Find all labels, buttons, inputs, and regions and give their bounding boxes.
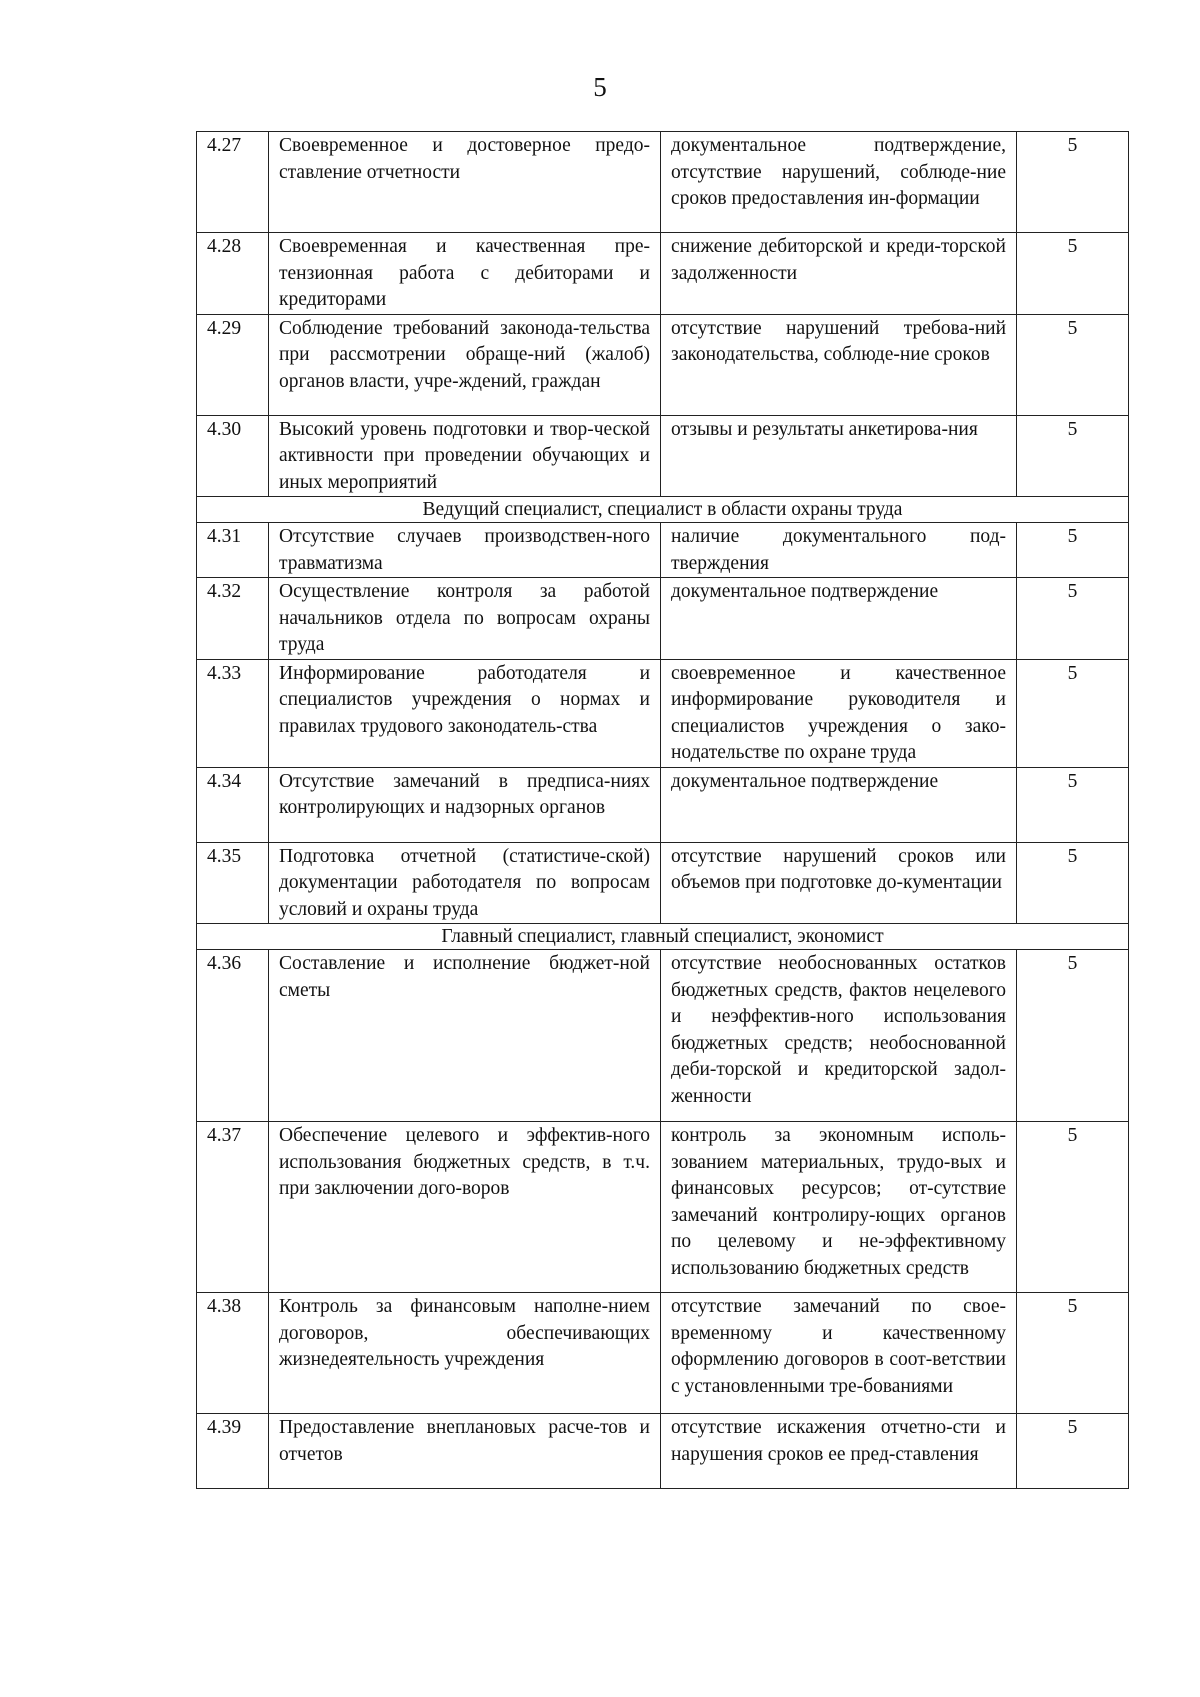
score-cell: 5 <box>1017 1122 1129 1293</box>
measure-cell: контроль за экономным исполь-зованием материальных, трудо-вых и финансовых ресурсов; от-сутствие замечаний контролиру-ющих органов по целевому и не-эффективному использованию бюджетных средств <box>661 1122 1017 1293</box>
criterion-cell: Контроль за финансовым наполне-нием договоров, обеспечивающих жизнедеятельность учреждения <box>269 1293 661 1414</box>
criterion-cell: Отсутствие замечаний в предписа-ниях контролирующих и надзорных органов <box>269 767 661 842</box>
row-number: 4.33 <box>197 659 269 767</box>
section-title: Главный специалист, главный специалист, экономист <box>197 924 1129 950</box>
table-row <box>197 767 1129 842</box>
score-cell: 5 <box>1017 578 1129 660</box>
page-number: 5 <box>593 72 607 102</box>
section-header-row <box>197 924 1129 950</box>
score-cell: 5 <box>1017 767 1129 842</box>
table-row <box>197 415 1129 497</box>
measure-cell: снижение дебиторской и креди-торской задолженности <box>661 233 1017 315</box>
measure-cell: своевременное и качественное информирование руководителя и специалистов учреждения о зако-нодательстве по охране труда <box>661 659 1017 767</box>
criteria-table-body <box>197 132 1129 1489</box>
row-number: 4.27 <box>197 132 269 233</box>
table-row <box>197 578 1129 660</box>
section-header-row <box>197 497 1129 523</box>
table-row <box>197 1293 1129 1414</box>
measure-cell: отсутствие искажения отчетно-сти и нарушения сроков ее пред-ставления <box>661 1414 1017 1489</box>
score-cell: 5 <box>1017 1293 1129 1414</box>
table-row <box>197 842 1129 924</box>
criterion-cell: Подготовка отчетной (статистиче-ской) документации работодателя по вопросам условий и охраны труда <box>269 842 661 924</box>
criterion-cell: Предоставление внеплановых расче-тов и отчетов <box>269 1414 661 1489</box>
criteria-table <box>196 131 1129 1489</box>
table-row <box>197 950 1129 1122</box>
measure-cell: отсутствие нарушений сроков или объемов при подготовке до-кументации <box>661 842 1017 924</box>
measure-cell: документальное подтверждение <box>661 767 1017 842</box>
measure-cell: наличие документального под-тверждения <box>661 523 1017 578</box>
score-cell: 5 <box>1017 523 1129 578</box>
criterion-cell: Своевременное и достоверное предо-ставление отчетности <box>269 132 661 233</box>
row-number: 4.38 <box>197 1293 269 1414</box>
row-number: 4.37 <box>197 1122 269 1293</box>
table-row <box>197 1414 1129 1489</box>
row-number: 4.34 <box>197 767 269 842</box>
measure-cell: документальное подтверждение, отсутствие нарушений, соблюде-ние сроков предоставления ин-формации <box>661 132 1017 233</box>
row-number: 4.29 <box>197 314 269 415</box>
criterion-cell: Осуществление контроля за работой начальников отдела по вопросам охраны труда <box>269 578 661 660</box>
score-cell: 5 <box>1017 314 1129 415</box>
measure-cell: отсутствие замечаний по свое-временному и качественному оформлению договоров в соот-ветствии с установленными тре-бованиями <box>661 1293 1017 1414</box>
measure-cell: отзывы и результаты анкетирова-ния <box>661 415 1017 497</box>
criterion-cell: Соблюдение требований законода-тельства при рассмотрении обраще-ний (жалоб) органов власти, учре-ждений, граждан <box>269 314 661 415</box>
criterion-cell: Отсутствие случаев производствен-ного травматизма <box>269 523 661 578</box>
score-cell: 5 <box>1017 1414 1129 1489</box>
table-row <box>197 314 1129 415</box>
score-cell: 5 <box>1017 950 1129 1122</box>
table-row <box>197 1122 1129 1293</box>
row-number: 4.32 <box>197 578 269 660</box>
row-number: 4.39 <box>197 1414 269 1489</box>
measure-cell: отсутствие нарушений требова-ний законодательства, соблюде-ние сроков <box>661 314 1017 415</box>
table-row <box>197 659 1129 767</box>
measure-cell: отсутствие необоснованных остатков бюджетных средств, фактов нецелевого и неэффектив-ного использования бюджетных средств; необоснованной деби-торской и кредиторской задол-женности <box>661 950 1017 1122</box>
row-number: 4.28 <box>197 233 269 315</box>
score-cell: 5 <box>1017 659 1129 767</box>
row-number: 4.30 <box>197 415 269 497</box>
criterion-cell: Составление и исполнение бюджет-ной сметы <box>269 950 661 1122</box>
measure-cell: документальное подтверждение <box>661 578 1017 660</box>
table-row <box>197 233 1129 315</box>
criterion-cell: Высокий уровень подготовки и твор-ческой активности при проведении обучающих и иных мероприятий <box>269 415 661 497</box>
criterion-cell: Обеспечение целевого и эффектив-ного использования бюджетных средств, в т.ч. при заключении дого-воров <box>269 1122 661 1293</box>
row-number: 4.36 <box>197 950 269 1122</box>
criterion-cell: Своевременная и качественная пре-тензионная работа с дебиторами и кредиторами <box>269 233 661 315</box>
score-cell: 5 <box>1017 842 1129 924</box>
table-row <box>197 523 1129 578</box>
table-row <box>197 132 1129 233</box>
section-title: Ведущий специалист, специалист в области охраны труда <box>197 497 1129 523</box>
score-cell: 5 <box>1017 132 1129 233</box>
score-cell: 5 <box>1017 233 1129 315</box>
criterion-cell: Информирование работодателя и специалистов учреждения о нормах и правилах трудового законодатель-ства <box>269 659 661 767</box>
score-cell: 5 <box>1017 415 1129 497</box>
row-number: 4.31 <box>197 523 269 578</box>
row-number: 4.35 <box>197 842 269 924</box>
